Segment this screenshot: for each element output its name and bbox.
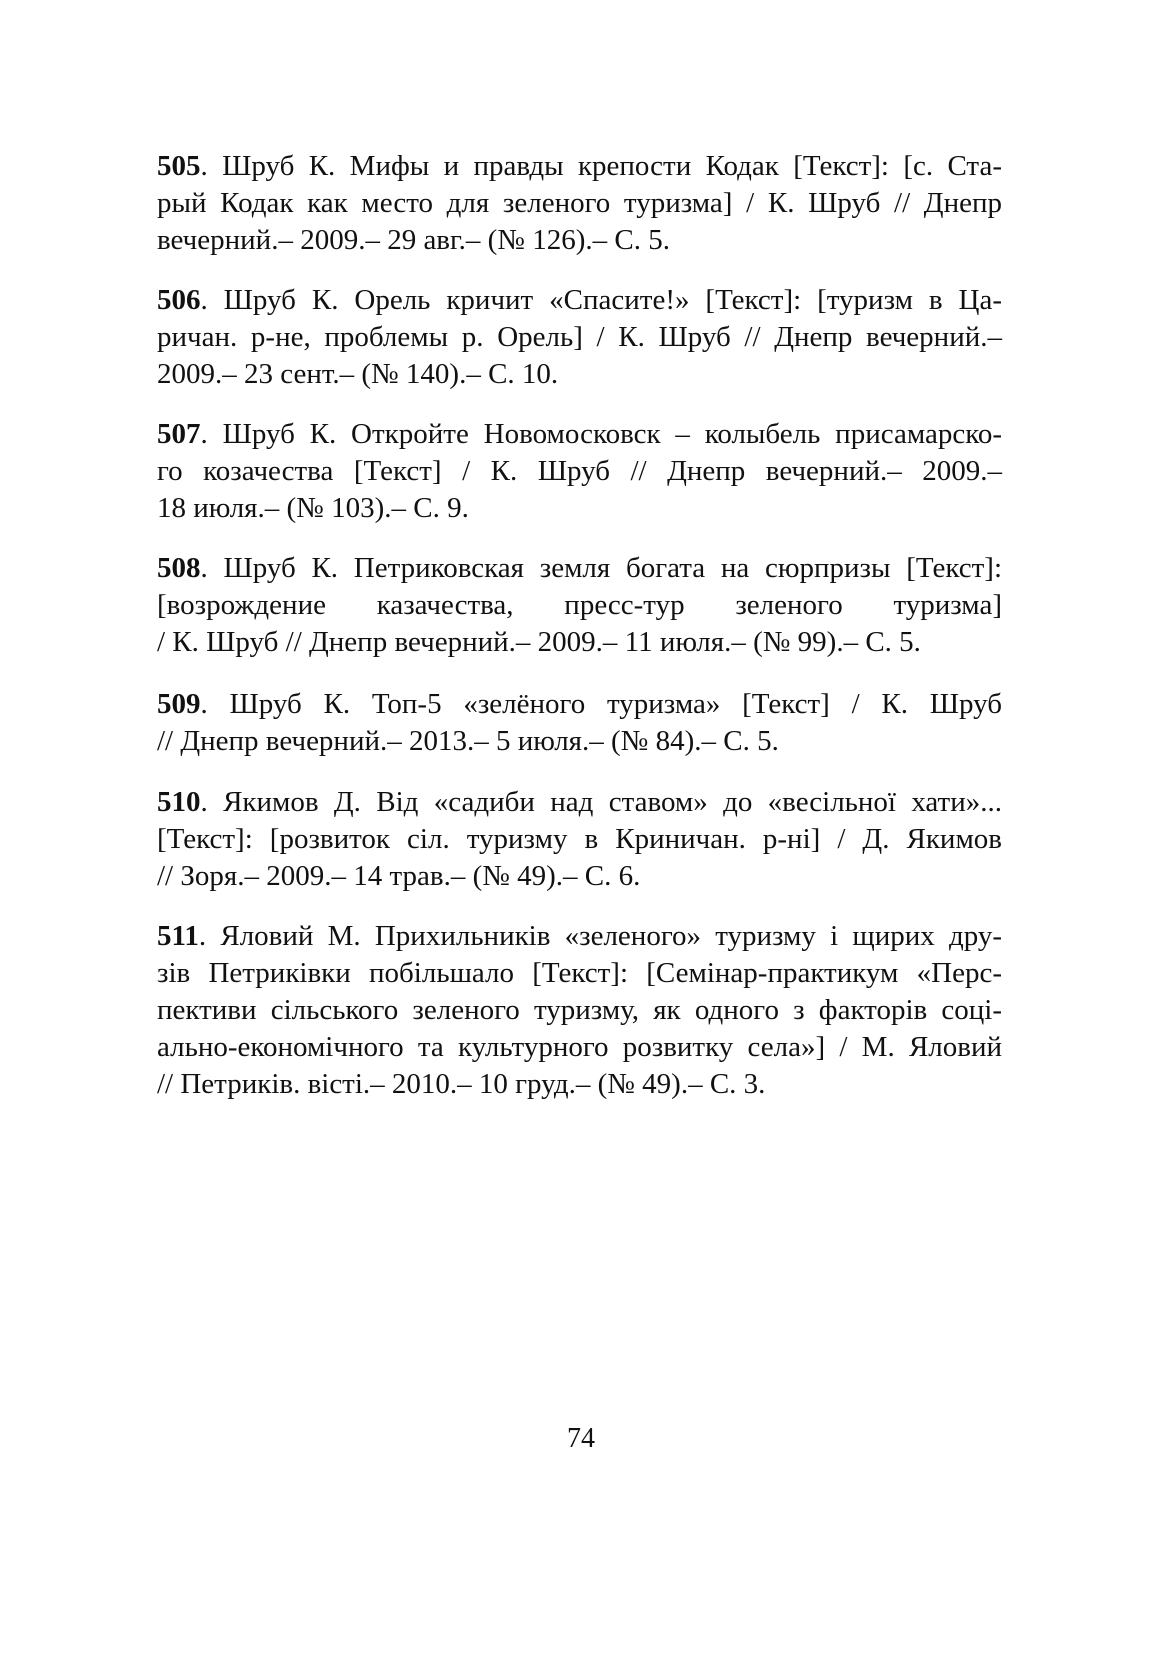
entry-text: . Шруб К. Орель кричит «Спасите!» [Текст]: [туризм в Ца- (200, 284, 1002, 316)
entry-line: рый Кодак как место для зеленого туризма] / К. Шруб // Днепр (157, 187, 1002, 219)
bibliography-entry-506 (157, 282, 1002, 393)
entry-line: / К. Шруб // Днепр вечерний.– 2009.– 11 июля.– (№ 99).– С. 5. (157, 626, 921, 658)
entry-number: 505 (157, 150, 201, 182)
entry-number: 509 (157, 688, 201, 720)
entry-text: . Яловий М. Прихильників «зеленого» туризму і щирих дру- (198, 920, 1002, 952)
entry-number: 511 (157, 920, 199, 952)
entry-number: 508 (157, 552, 201, 584)
entry-number: 506 (157, 284, 201, 316)
entry-number: 507 (157, 418, 201, 450)
entry-line: // Петриків. вісті.– 2010.– 10 груд.– (№ 49).– С. 3. (157, 1068, 766, 1100)
entry-line: // Зоря.– 2009.– 14 трав.– (№ 49).– С. 6. (157, 860, 641, 892)
entry-line (157, 784, 1002, 821)
bibliography-entry-509 (157, 686, 1002, 760)
entry-text: . Шруб К. Мифы и правды крепости Кодак [Текст]: [с. Ста- (200, 150, 1002, 182)
entry-line (157, 918, 1002, 955)
entry-text: . Шруб К. Петриковская земля богата на сюрпризы [Текст]: (200, 552, 1002, 584)
entry-text: . Якимов Д. Від «садиби над ставом» до «весільної хати»... (200, 786, 1002, 818)
bibliography-entry-507 (157, 416, 1002, 527)
entry-line: [Текст]: [розвиток сіл. туризму в Криничан. р-ні] / Д. Якимов (157, 823, 1002, 855)
entry-line: ально-економічного та культурного розвитку села»] / М. Яловий (157, 1031, 1002, 1063)
entry-line: пективи сільського зеленого туризму, як одного з факторів соці- (157, 994, 1002, 1026)
bibliography-entry-511 (157, 918, 1002, 1103)
bibliography-entry-508 (157, 550, 1002, 661)
entry-line: [возрождение казачества, пресс-тур зеленого туризма] (157, 589, 1002, 621)
bibliography-entry-505 (157, 148, 1002, 259)
entry-line: зів Петриківки побільшало [Текст]: [Семінар-практикум «Перс- (157, 957, 1002, 989)
entry-line: 2009.– 23 сент.– (№ 140).– С. 10. (157, 358, 559, 390)
entry-line (157, 148, 1002, 185)
entry-number: 510 (157, 786, 201, 818)
entry-line: ричан. р-не, проблемы р. Орель] / К. Шруб // Днепр вечерний.– (157, 321, 1002, 353)
entry-line: // Днепр вечерний.– 2013.– 5 июля.– (№ 84).– С. 5. (157, 725, 779, 757)
entry-line: вечерний.– 2009.– 29 авг.– (№ 126).– С. 5. (157, 224, 670, 256)
entry-line (157, 416, 1002, 453)
entry-text: . Шруб К. Откройте Новомосковск – колыбель присамарско- (200, 418, 1002, 450)
entry-line (157, 686, 1002, 723)
page-number: 74 (567, 1423, 595, 1454)
entry-line (157, 550, 1002, 587)
entry-line: 18 июля.– (№ 103).– С. 9. (157, 492, 469, 524)
entry-line: го козачества [Текст] / К. Шруб // Днепр вечерний.– 2009.– (157, 455, 1002, 487)
entry-text: . Шруб К. Топ-5 «зелёного туризма» [Текст] / К. Шруб (200, 688, 1002, 720)
entry-line (157, 282, 1002, 319)
bibliography-entry-510 (157, 784, 1002, 895)
